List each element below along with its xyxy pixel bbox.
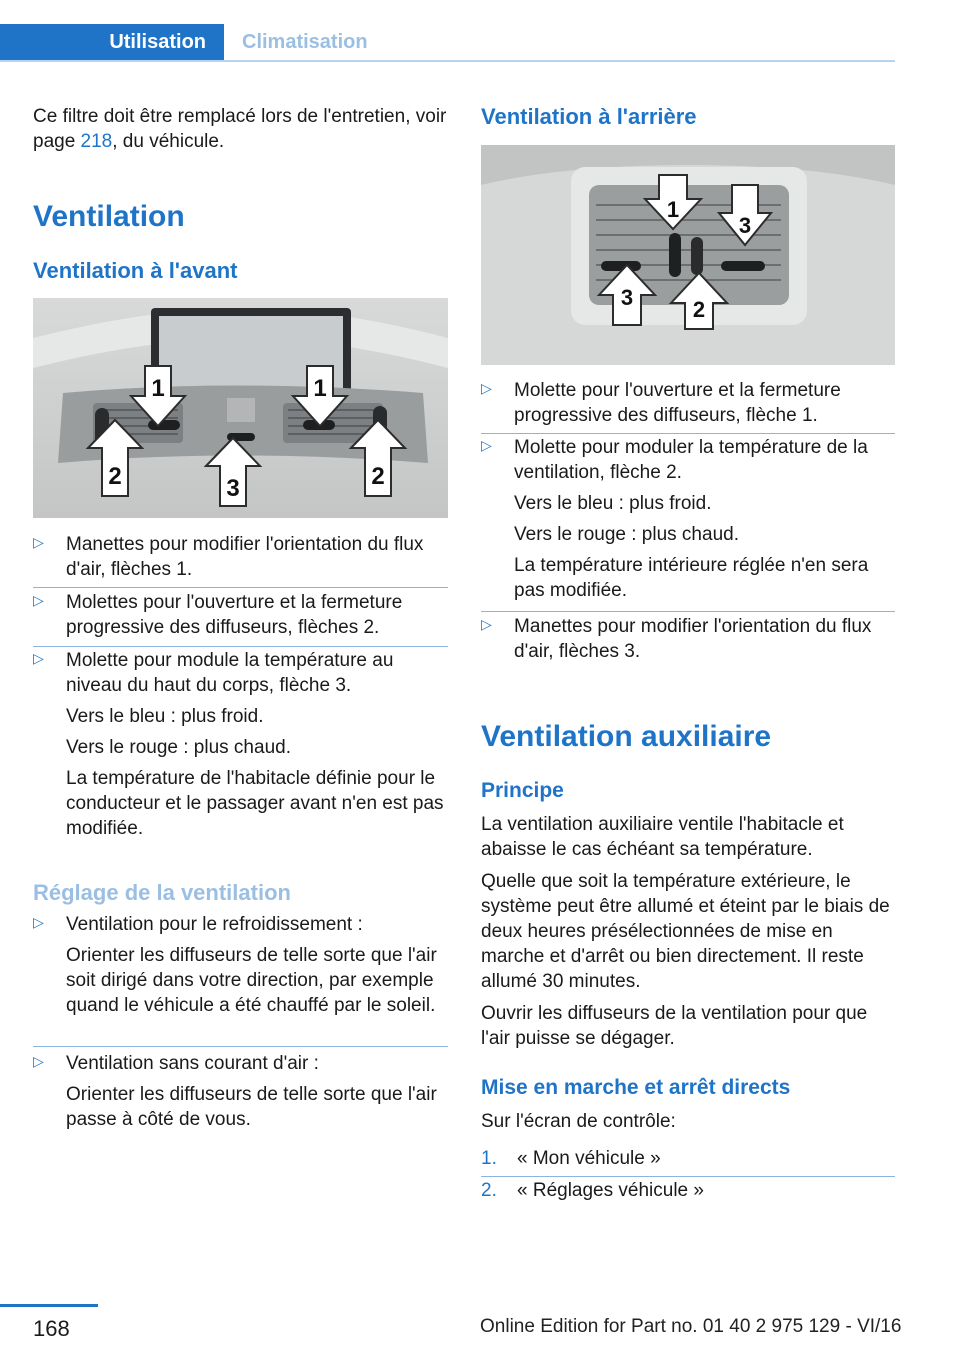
front-arrow-label: 1	[313, 375, 327, 402]
list-item: ▷ Molettes pour l'ouverture et la fermeture progressive des diffuseurs, flèches 2.	[33, 592, 403, 638]
section-title-ventilation: Ventilation	[33, 200, 185, 233]
list-item: 1. « Mon véhicule »	[481, 1148, 661, 1169]
rear-arrow-label: 3	[620, 285, 634, 310]
footer-rule	[0, 1304, 98, 1307]
list-item: ▷ Ventilation sans courant d'air : Orienter les diffuseurs de telle sorte que l'air passe à côté de vous.	[33, 1053, 437, 1130]
triangle-bullet-icon: ▷	[33, 1053, 44, 1069]
list-item: ▷ Ventilation pour le refroidissement : Orienter les diffuseurs de telle sorte que l'air soit dirigé dans votre direction, par exemple quand le véhicule a été chauffé par le soleil.	[33, 914, 437, 1016]
edition-text: Online Edition for Part no. 01 40 2 975 129 - VI/16	[480, 1316, 902, 1337]
subsection-title-direct: Mise en marche et arrêt directs	[481, 1076, 791, 1099]
principle-paragraph: La ventilation auxiliaire ventile l'habitacle et abaisse le cas échéant sa température.	[481, 814, 844, 860]
subsection-title-principle: Principe	[481, 779, 564, 802]
front-arrow-label: 2	[371, 463, 385, 490]
triangle-bullet-icon: ▷	[33, 592, 44, 608]
subsection-title-settings: Réglage de la ventilation	[33, 880, 291, 905]
front-ventilation-image	[33, 298, 448, 518]
subsection-title-front: Ventilation à l'avant	[33, 258, 238, 283]
list-item: 2. « Réglages véhicule »	[481, 1180, 704, 1201]
intro-paragraph: Ce filtre doit être remplacé lors de l'entretien, voir page 218, du véhicule.	[33, 106, 447, 152]
principle-paragraph: Quelle que soit la température extérieure, le système peut être allumé et éteint par le biais de deux heures présélectionnées de mise en marche et d'arrêt ou bien directement. Il reste allumé 30 minutes.	[481, 871, 890, 992]
rear-arrow-label: 1	[666, 197, 680, 222]
page-number: 168	[33, 1316, 70, 1341]
tab-climatisation[interactable]: Climatisation	[242, 30, 368, 53]
front-arrow-label: 2	[108, 463, 122, 490]
list-item: ▷ Manettes pour modifier l'orientation du flux d'air, flèches 1.	[33, 534, 424, 580]
triangle-bullet-icon: ▷	[33, 650, 44, 666]
list-item: ▷ Molette pour moduler la température de la ventilation, flèche 2. Vers le bleu : plus froid. Vers le rouge : plus chaud. La température intérieure réglée n'en sera pas modifiée.	[481, 437, 869, 601]
list-divider	[33, 587, 448, 588]
triangle-bullet-icon: ▷	[481, 437, 492, 453]
triangle-bullet-icon: ▷	[481, 380, 492, 396]
direct-intro: Sur l'écran de contrôle:	[481, 1111, 676, 1132]
front-arrow-label: 1	[151, 375, 165, 402]
triangle-bullet-icon: ▷	[33, 534, 44, 550]
list-divider	[481, 433, 895, 434]
triangle-bullet-icon: ▷	[481, 616, 492, 632]
list-item: ▷ Molette pour module la température au niveau du haut du corps, flèche 3. Vers le bleu : plus froid. Vers le rouge : plus chaud. La température de l'habitacle définie pour le conducteur et le passager avant n'en est pas modifiée.	[33, 650, 444, 839]
header-divider	[0, 60, 895, 62]
rear-ventilation-image	[481, 145, 895, 365]
rear-arrow-label: 2	[692, 297, 706, 322]
tab-utilisation[interactable]: Utilisation	[0, 24, 224, 60]
list-divider	[481, 1176, 895, 1177]
list-divider	[33, 1046, 448, 1047]
list-divider	[481, 611, 895, 612]
section-title-auxiliary: Ventilation auxiliaire	[481, 720, 772, 753]
front-arrow-label: 3	[226, 475, 240, 502]
subsection-title-rear: Ventilation à l'arrière	[481, 104, 697, 129]
page-link[interactable]: 218	[80, 131, 113, 152]
triangle-bullet-icon: ▷	[33, 914, 44, 930]
principle-paragraph: Ouvrir les diffuseurs de la ventilation pour que l'air puisse se dégager.	[481, 1003, 868, 1049]
list-divider	[33, 646, 448, 647]
header-tabs	[0, 24, 895, 62]
rear-arrow-label: 3	[738, 213, 752, 238]
list-item: ▷ Molette pour l'ouverture et la fermeture progressive des diffuseurs, flèche 1.	[481, 380, 841, 426]
list-item: ▷ Manettes pour modifier l'orientation du flux d'air, flèches 3.	[481, 616, 872, 662]
